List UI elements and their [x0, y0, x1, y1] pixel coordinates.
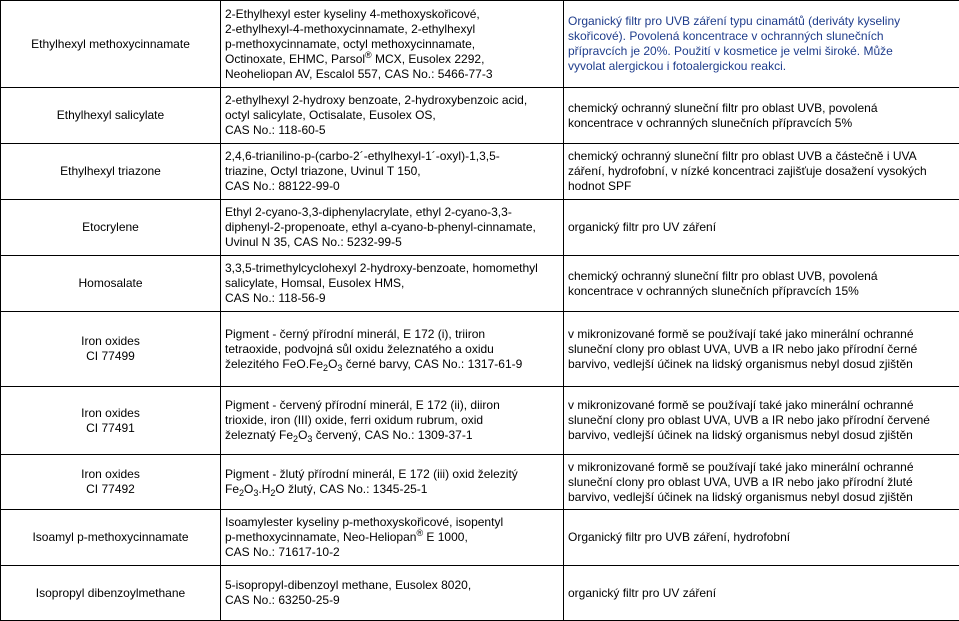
note-line: skořicové). Povolená koncentrace v ochranných slunečních	[568, 29, 955, 44]
ingredient-name-cell	[1, 256, 221, 312]
synonyms-cell	[221, 510, 564, 566]
synonym-line: 2-ethylhexyl-4-methoxycinnamate, 2-ethylhexyl	[225, 22, 559, 37]
synonyms-cell	[221, 200, 564, 256]
note-cell	[564, 312, 959, 387]
ingredient-name-cell	[1, 88, 221, 144]
synonym-line: trioxide, iron (III) oxide, ferri oxidum rubrum, oxid	[225, 413, 559, 428]
synonym-line: Uvinul N 35, CAS No.: 5232-99-5	[225, 235, 559, 250]
note-line: v mikronizované formě se používají také jako minerální ochranné	[568, 327, 955, 342]
ingredient-ci-number: CI 77499	[5, 349, 216, 364]
ingredient-name-cell	[1, 144, 221, 200]
synonym-line: $Fe_2O_3.H_2O$ žlutý, CAS No.: 1345-25-1	[225, 482, 559, 497]
ingredient-name: Ethylhexyl methoxycinnamate	[5, 37, 216, 52]
synonym-line: 3,3,5-trimethylcyclohexyl 2-hydroxy-benzoate, homomethyl	[225, 261, 559, 276]
table-row	[1, 144, 959, 200]
note-cell	[564, 455, 959, 510]
ingredient-name-cell	[1, 455, 221, 510]
synonym-line: CAS No.: 118-60-5	[225, 123, 559, 138]
table-row	[1, 312, 959, 387]
synonym-line: železnatý $Fe_2O_3$ červený, CAS No.: 1309-37-1	[225, 428, 559, 443]
note-line: chemický ochranný sluneční filtr pro oblast UVB a částečně i UVA	[568, 149, 955, 164]
table-row	[1, 455, 959, 510]
synonym-line: CAS No.: 63250-25-9	[225, 593, 559, 608]
note-line: záření, hydrofobní, v nízké koncentraci zajišťuje dosažení vysokých	[568, 164, 955, 179]
synonym-line: p-methoxycinnamate, Neo-Heliopan® E 1000,	[225, 530, 559, 545]
synonyms-cell	[221, 1, 564, 88]
ingredient-name-cell	[1, 566, 221, 621]
note-cell	[564, 256, 959, 312]
ingredient-name: Iron oxides	[5, 406, 216, 421]
note-cell	[564, 88, 959, 144]
table-row	[1, 387, 959, 455]
note-line: Organický filtr pro UVB záření typu cinamátů (deriváty kyseliny	[568, 14, 955, 29]
synonym-line: p-methoxycinnamate, octyl methoxycinnamate,	[225, 37, 559, 52]
table-row	[1, 510, 959, 566]
synonym-line: Pigment - červený přírodní minerál, E 172 (ii), diiron	[225, 398, 559, 413]
registered-mark: ®	[416, 528, 423, 538]
note-line: barvivo, vedlejší účinek na lidský organismus nebyl dosud zjištěn	[568, 428, 955, 443]
ingredient-name-cell	[1, 510, 221, 566]
synonyms-cell	[221, 256, 564, 312]
synonym-line: Octinoxate, EHMC, Parsol® MCX, Eusolex 2292,	[225, 52, 559, 67]
synonym-line: železitého $FeO.Fe_2O_3$ černé barvy, CAS No.: 1317-61-9	[225, 357, 559, 372]
note-cell	[564, 144, 959, 200]
ingredient-name-cell	[1, 1, 221, 88]
ingredient-name: Ethylhexyl salicylate	[5, 108, 216, 123]
note-line: chemický ochranný sluneční filtr pro oblast UVB, povolená	[568, 269, 955, 284]
table-row	[1, 256, 959, 312]
note-cell	[564, 566, 959, 621]
synonym-line: Neoheliopan AV, Escalol 557, CAS No.: 5466-77-3	[225, 67, 559, 82]
registered-mark: ®	[365, 50, 372, 60]
note-cell	[564, 1, 959, 88]
note-cell	[564, 510, 959, 566]
ingredient-name: Isoamyl p-methoxycinnamate	[5, 530, 216, 545]
table-row	[1, 200, 959, 256]
ingredient-name-cell	[1, 387, 221, 455]
synonyms-cell	[221, 387, 564, 455]
note-line: hodnot SPF	[568, 179, 955, 194]
table-row	[1, 566, 959, 621]
note-line: Organický filtr pro UVB záření, hydrofobní	[568, 530, 955, 545]
note-line: koncentrace v ochranných slunečních přípravcích 15%	[568, 284, 955, 299]
note-line: organický filtr pro UV záření	[568, 586, 955, 601]
synonym-line: CAS No.: 118-56-9	[225, 291, 559, 306]
synonym-line: Pigment - černý přírodní minerál, E 172 (i), triiron	[225, 327, 559, 342]
synonyms-cell	[221, 88, 564, 144]
ingredient-name-cell	[1, 312, 221, 387]
synonym-line: tetraoxide, podvojná sůl oxidu železnatého a oxidu	[225, 342, 559, 357]
ingredient-name: Ethylhexyl triazone	[5, 164, 216, 179]
ingredient-name: Iron oxides	[5, 467, 216, 482]
ingredient-name: Isopropyl dibenzoylmethane	[5, 586, 216, 601]
synonym-line: 2,4,6-trianilino-p-(carbo-2´-ethylhexyl-1´-oxyl)-1,3,5-	[225, 149, 559, 164]
synonym-line: Ethyl 2-cyano-3,3-diphenylacrylate, ethyl 2-cyano-3,3-	[225, 205, 559, 220]
note-line: koncentrace v ochranných slunečních přípravcích 5%	[568, 116, 955, 131]
synonym-line: 2-ethylhexyl 2-hydroxy benzoate, 2-hydroxybenzoic acid,	[225, 93, 559, 108]
synonyms-cell	[221, 455, 564, 510]
note-line: organický filtr pro UV záření	[568, 220, 955, 235]
note-line: vyvolat alergickou i fotoalergickou reakci.	[568, 59, 955, 74]
synonym-line: 5-isopropyl-dibenzoyl methane, Eusolex 8020,	[225, 578, 559, 593]
note-line: v mikronizované formě se používají také jako minerální ochranné	[568, 398, 955, 413]
ingredient-ci-number: CI 77492	[5, 482, 216, 497]
note-cell	[564, 387, 959, 455]
synonym-line: CAS No.: 71617-10-2	[225, 545, 559, 560]
note-line: sluneční clony pro oblast UVA, UVB a IR nebo jako přírodní červené	[568, 413, 955, 428]
note-line: přípravcích je 20%. Použití v kosmetice je velmi široké. Může	[568, 44, 955, 59]
synonym-line: octyl salicylate, Octisalate, Eusolex OS,	[225, 108, 559, 123]
ingredient-ci-number: CI 77491	[5, 421, 216, 436]
synonym-line: salicylate, Homsal, Eusolex HMS,	[225, 276, 559, 291]
synonym-line: 2-Ethylhexyl ester kyseliny 4-methoxyskořicové,	[225, 7, 559, 22]
synonym-line: Pigment - žlutý přírodní minerál, E 172 (iii) oxid železitý	[225, 467, 559, 482]
synonym-line: diphenyl-2-propenoate, ethyl a-cyano-b-phenyl-cinnamate,	[225, 220, 559, 235]
synonyms-cell	[221, 566, 564, 621]
note-line: barvivo, vedlejší účinek na lidský organismus nebyl dosud zjištěn	[568, 490, 955, 505]
synonym-line: CAS No.: 88122-99-0	[225, 179, 559, 194]
ingredient-name: Etocrylene	[5, 220, 216, 235]
note-cell	[564, 200, 959, 256]
note-line: chemický ochranný sluneční filtr pro oblast UVB, povolená	[568, 101, 955, 116]
ingredient-name: Homosalate	[5, 276, 216, 291]
table-row	[1, 1, 959, 88]
synonym-line: Isoamylester kyseliny p-methoxyskořicové, isopentyl	[225, 515, 559, 530]
synonym-line: triazine, Octyl triazone, Uvinul T 150,	[225, 164, 559, 179]
synonyms-cell	[221, 312, 564, 387]
note-line: sluneční clony pro oblast UVA, UVB a IR nebo jako přírodní černé	[568, 342, 955, 357]
note-line: barvivo, vedlejší účinek na lidský organismus nebyl dosud zjištěn	[568, 357, 955, 372]
ingredient-name-cell	[1, 200, 221, 256]
note-line: sluneční clony pro oblast UVA, UVB a IR nebo jako přírodní žluté	[568, 475, 955, 490]
ingredient-name: Iron oxides	[5, 334, 216, 349]
table-row	[1, 88, 959, 144]
synonyms-cell	[221, 144, 564, 200]
note-line: v mikronizované formě se používají také jako minerální ochranné	[568, 460, 955, 475]
